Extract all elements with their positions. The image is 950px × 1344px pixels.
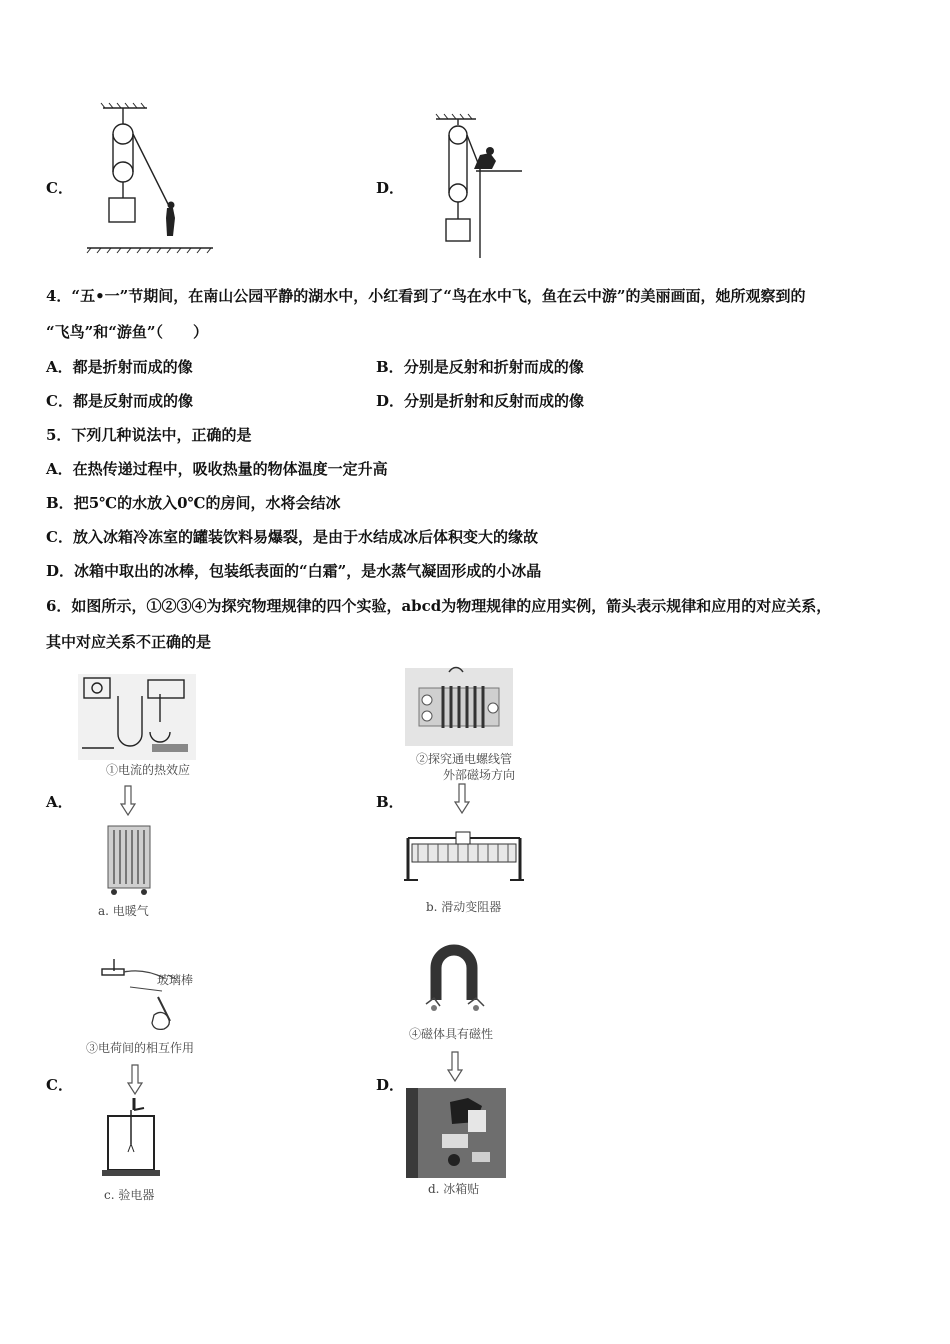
option-label: D．	[46, 562, 75, 580]
option-label: B．	[376, 358, 404, 376]
application-c-caption: c. 验电器	[104, 1188, 155, 1202]
option-label: A．	[46, 460, 73, 478]
option-label: D．	[376, 392, 405, 410]
down-arrow-icon	[454, 784, 470, 814]
q5-option-d[interactable]	[46, 561, 541, 581]
option-label: A．	[46, 358, 73, 376]
q3-option-d-label: D．	[376, 179, 405, 197]
option-label: B．	[46, 494, 74, 512]
q5-option-a[interactable]	[46, 459, 388, 479]
q6-stem-line2: 其中对应关系不正确的是	[46, 633, 212, 651]
application-d-caption: d. 冰箱贴	[428, 1182, 480, 1196]
option-text: 放入冰箱冷冻室的罐装饮料易爆裂，是由于水结成冰后体积变大的缘故	[72, 528, 538, 546]
q6-option-a-label[interactable]: A．	[46, 793, 73, 811]
experiment-d-caption: ④磁体具有磁性	[409, 1027, 494, 1041]
q3-pulley-figure-c	[85, 102, 215, 257]
option-label: C．	[46, 528, 73, 546]
experiment-b-caption-line1: ②探究通电螺线管	[416, 752, 513, 766]
q4-option-d[interactable]	[376, 391, 584, 411]
experiment-charges-image	[90, 955, 200, 1040]
q5-option-c[interactable]	[46, 527, 538, 547]
option-text: 把5℃的水放入0℃的房间，水将会结冰	[73, 494, 341, 512]
q6-option-c-label[interactable]: C．	[46, 1076, 73, 1094]
q4-option-c[interactable]	[46, 391, 193, 411]
option-text: 分别是反射和折射而成的像	[403, 358, 584, 376]
electric-heater-image	[104, 822, 154, 896]
option-label: C．	[46, 392, 73, 410]
experiment-a-caption: ①电流的热效应	[106, 763, 191, 777]
option-text: 分别是折射和反射而成的像	[404, 392, 585, 410]
experiment-c-caption: ③电荷间的相互作用	[86, 1041, 195, 1055]
option-text: 冰箱中取出的冰棒，包装纸表面的“白霜”，是水蒸气凝固形成的小冰晶	[74, 562, 542, 580]
glass-rod-label: 玻璃棒	[157, 973, 194, 987]
experiment-solenoid-image	[405, 668, 513, 746]
q6-option-b-label[interactable]: B．	[376, 793, 404, 811]
q4-option-a[interactable]	[46, 357, 193, 377]
option-text: 在热传递过程中，吸收热量的物体温度一定升高	[72, 460, 388, 478]
down-arrow-icon	[127, 1065, 143, 1095]
sliding-rheostat-image	[404, 830, 524, 882]
q3-option-c-label: C．	[46, 179, 73, 197]
q6-option-d-label[interactable]: D．	[376, 1076, 405, 1094]
option-text: 都是折射而成的像	[72, 358, 193, 376]
electroscope-image	[100, 1098, 162, 1180]
q6-stem-line1: 6．如图所示，①②③④为探究物理规律的四个实验，abcd为物理规律的应用实例，箭头表示规律和应用的对应关系，	[46, 597, 832, 615]
down-arrow-icon	[120, 786, 136, 816]
q5-option-b[interactable]	[46, 493, 341, 513]
down-arrow-icon	[447, 1052, 463, 1082]
experiment-b-caption-line2: 外部磁场方向	[443, 768, 516, 782]
q4-option-b[interactable]	[376, 357, 584, 377]
q3-pulley-figure-d	[432, 113, 527, 263]
q5-stem: 5．下列几种说法中，正确的是	[46, 426, 252, 444]
q4-stem-line1: 4．“五•一”节期间，在南山公园平静的湖水中，小红看到了“鸟在水中飞，鱼在云中游”的美丽画面，她所观察到的	[46, 287, 806, 305]
experiment-heating-effect-image	[78, 674, 196, 760]
application-a-caption: a. 电暖气	[98, 904, 149, 918]
application-b-caption: b. 滑动变阻器	[426, 900, 502, 914]
option-text: 都是反射而成的像	[72, 392, 193, 410]
experiment-magnet-image	[422, 944, 490, 1016]
q4-stem-line2: “飞鸟”和“游鱼”（ ）	[46, 323, 209, 341]
